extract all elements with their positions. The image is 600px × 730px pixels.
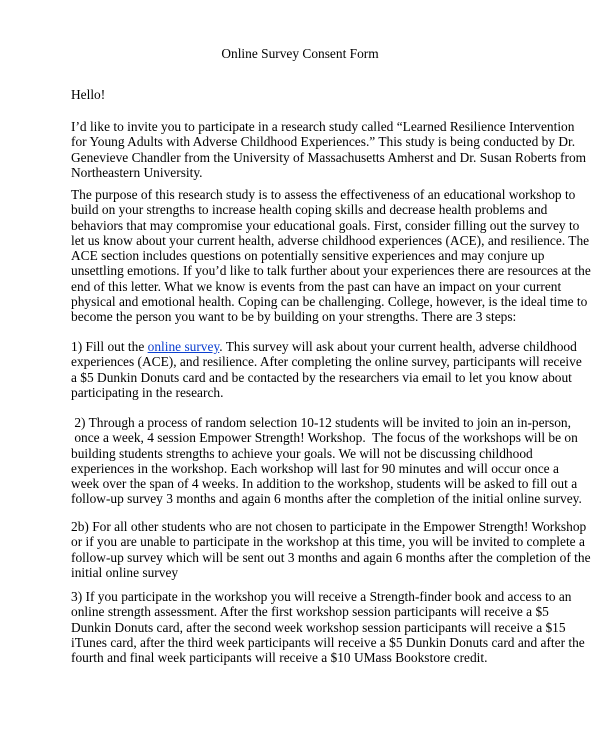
text-line: The purpose of this research study is to assess the effectiveness of an educational workshop to — [71, 187, 576, 202]
text-line: participating in the research. — [71, 384, 224, 400]
greeting — [71, 87, 551, 102]
paragraph-step-2b — [71, 519, 591, 580]
text-line: experiences (ACE), and resilience. After completing the online survey, participants will receive — [71, 354, 582, 370]
text-line: become the person you want to be by building on your strengths. There are 3 steps: — [71, 309, 517, 325]
text-line: physical and emotional health. Coping can be challenging. College, however, is the ideal time to — [71, 294, 588, 310]
text-line: 2) Through a process of random selection 10-12 students will be invited to join an in-person, — [71, 415, 571, 430]
text-line: Genevieve Chandler from the University of Massachusetts Amherst and Dr. Susan Roberts from — [71, 149, 587, 165]
text-line: initial online survey — [71, 564, 179, 580]
paragraph-invitation — [71, 119, 587, 180]
page-title: Online Survey Consent Form — [221, 46, 379, 61]
text-line: Dunkin Donuts card, after the second week workshop session participants will receive a $15 — [71, 619, 566, 635]
text-line: follow-up survey 3 months and again 6 months after the completion of the initial online survey. — [71, 491, 582, 507]
text-line: build on your strengths to increase health coping skills and decrease health problems and — [71, 202, 548, 218]
paragraph-purpose — [71, 187, 591, 325]
text-line: experiences in the workshop. Each workshop will last for 90 minutes and will occur once a — [71, 460, 559, 476]
text-line: follow-up survey which will be sent out 3 months and again 6 months after the completion of the — [71, 549, 591, 565]
online-survey-link[interactable]: online survey — [147, 339, 220, 354]
text-line: I’d like to invite you to participate in a research study called “Learned Resilience Intervention — [71, 119, 575, 134]
text-line: online strength assessment. After the first workshop session participants will receive a $5 — [71, 604, 549, 620]
text-line: unsettling emotions. If you’d like to talk further about your experiences there are resources at the — [71, 263, 591, 279]
paragraph-step-1 — [71, 339, 582, 400]
text-segment: . This survey will ask about your current health, adverse childhood — [219, 339, 577, 354]
text-line: week over the span of 4 weeks. In addition to the workshop, students will be asked to fill out a — [71, 476, 578, 492]
text-line: fourth and final week participants will receive a $10 UMass Bookstore credit. — [71, 650, 488, 666]
text-line: 2b) For all other students who are not chosen to participate in the Empower Strength! Workshop — [71, 519, 587, 534]
text-line: 3) If you participate in the workshop you will receive a Strength-finder book and access to an — [71, 589, 572, 604]
text-line — [71, 339, 577, 354]
text-line: behaviors that may compromise your educational goals. First, consider filling out the survey to — [71, 217, 580, 233]
greeting-text: Hello! — [71, 87, 106, 102]
text-line: ACE section includes questions on potentially sensitive experiences and may conjure up — [71, 248, 545, 264]
text-line: iTunes card, after the third week participants will receive a $5 Dunkin Donuts card and after the — [71, 634, 585, 650]
text-segment: 1) Fill out the — [71, 339, 148, 354]
text-line: a $5 Dunkin Donuts card and be contacted by the researchers via email to let you know about — [71, 369, 572, 385]
text-line: let us know about your current health, adverse childhood experiences (ACE), and resilience. The — [71, 232, 590, 248]
text-line: once a week, 4 session Empower Strength! Workshop. The focus of the workshops will be on — [71, 430, 578, 446]
text-line: or if you are unable to participate in the workshop at this time, you will be invited to complete a — [71, 534, 585, 550]
text-line: Northeastern University. — [71, 164, 203, 180]
paragraph-step-3 — [71, 589, 585, 666]
text-line: end of this letter. What we know is events from the past can have an impact on your current — [71, 278, 562, 294]
paragraph-step-2 — [71, 415, 582, 507]
text-line: building students strengths to achieve your goals. We will not be discussing childhood — [71, 445, 533, 461]
text-line: for Young Adults with Adverse Childhood Experiences.” This study is being conducted by Dr. — [71, 134, 576, 150]
